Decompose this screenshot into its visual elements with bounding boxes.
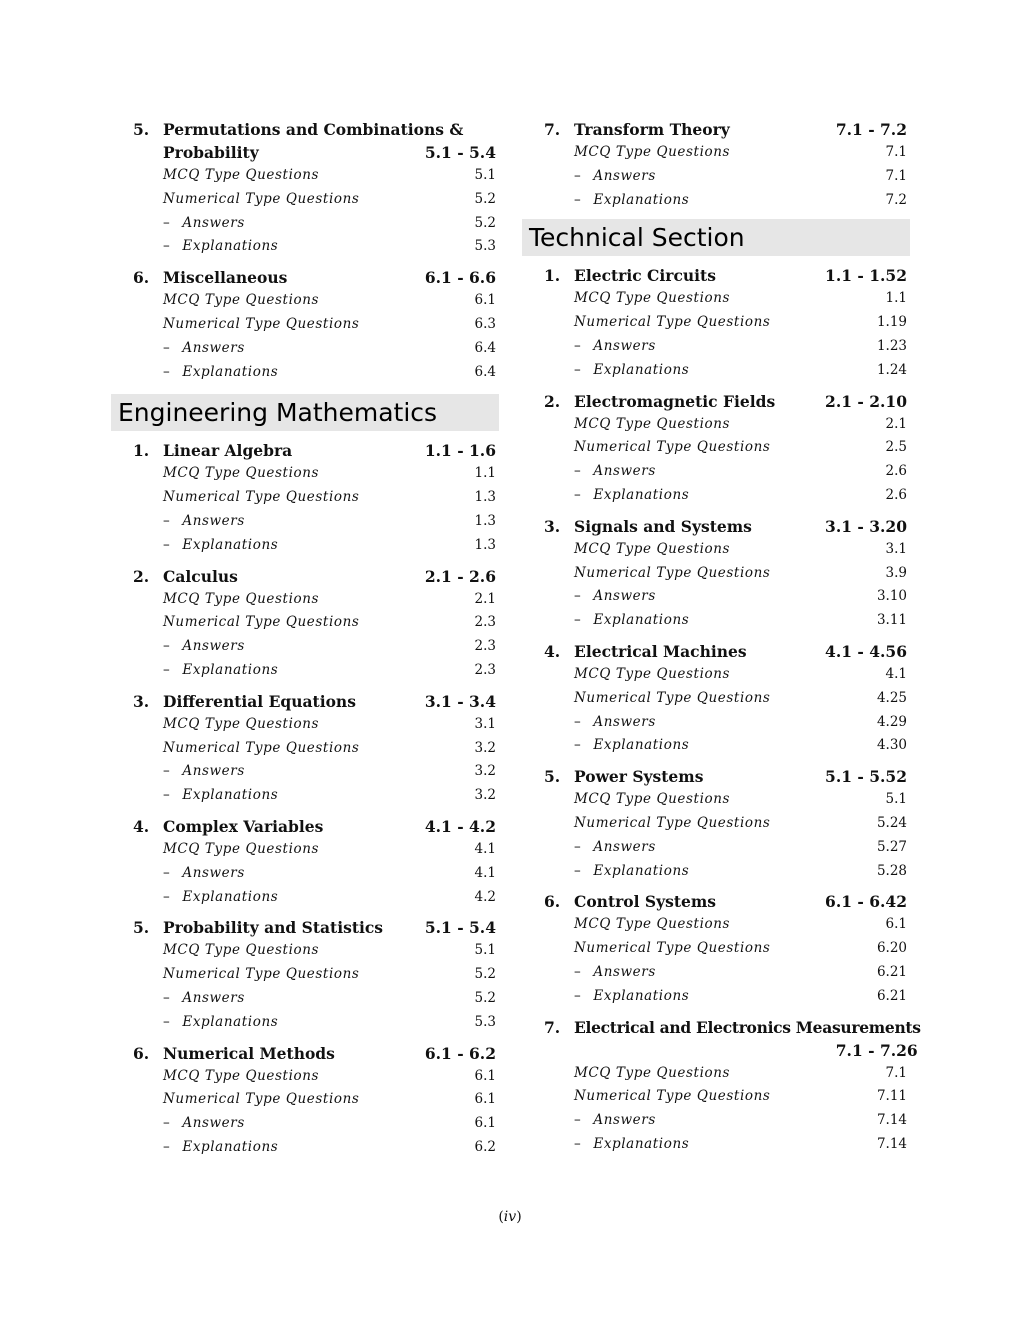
entry-page: 3.2 — [474, 787, 496, 804]
toc-entry[interactable] — [111, 838, 499, 862]
entry-label: MCQ Type Questions — [163, 590, 320, 607]
toc-entry[interactable] — [522, 711, 910, 735]
chapter-number: 4. — [133, 816, 150, 836]
toc-chapter — [111, 815, 499, 909]
entry-page: 3.2 — [474, 739, 496, 756]
entry-label: – Explanations — [163, 659, 475, 683]
entry-label: – Explanations — [574, 484, 886, 508]
toc-entry[interactable] — [111, 462, 499, 486]
chapter-number: 4. — [544, 641, 561, 661]
entry-page: 2.5 — [885, 439, 907, 456]
entry-label: – Answers — [163, 510, 475, 534]
toc-entry[interactable] — [522, 311, 910, 335]
toc-entry[interactable] — [111, 963, 499, 987]
section-heading: Technical Section — [522, 219, 910, 256]
entry-label: – Explanations — [574, 609, 877, 633]
chapter-pages: 6.1 - 6.2 — [424, 1043, 496, 1063]
entry-page: 3.2 — [474, 763, 496, 780]
entry-page: 6.1 — [885, 916, 907, 933]
toc-entry[interactable] — [111, 1112, 499, 1136]
entry-label: – Explanations — [163, 886, 475, 910]
chapter-number: 2. — [544, 391, 561, 411]
entry-page: 7.11 — [876, 1088, 907, 1105]
chapter-pages: 4.1 - 4.56 — [825, 641, 907, 661]
chapter-title: Signals and Systems — [574, 516, 752, 536]
entry-label: Numerical Type Questions — [163, 966, 360, 983]
page-number-value: iv — [503, 1209, 517, 1225]
entry-page: 5.28 — [876, 862, 907, 879]
entry-page: 4.25 — [876, 689, 907, 706]
entry-label: – Explanations — [574, 734, 877, 758]
entry-page: 3.9 — [885, 564, 907, 581]
entry-page: 2.6 — [885, 463, 907, 480]
entry-label: Numerical Type Questions — [574, 314, 771, 331]
chapter-title: Control Systems — [574, 892, 716, 912]
entry-page: 6.21 — [876, 987, 907, 1004]
left-column — [111, 118, 499, 1167]
entry-label: – Answers — [163, 862, 475, 886]
toc-entry[interactable] — [522, 836, 910, 860]
entry-label: – Answers — [574, 335, 877, 359]
entry-label: – Answers — [163, 760, 475, 784]
entry-page: 1.3 — [474, 536, 496, 553]
chapter-number: 1. — [544, 266, 561, 286]
toc-entry[interactable] — [522, 562, 910, 586]
toc-entry[interactable] — [111, 886, 499, 910]
entry-label: Numerical Type Questions — [574, 689, 771, 706]
entry-page: 3.1 — [885, 540, 907, 557]
toc-entry[interactable] — [111, 164, 499, 188]
entry-page: 6.1 — [474, 1067, 496, 1084]
entry-page: 6.4 — [474, 363, 496, 380]
chapter-pages: 7.1 - 7.26 — [835, 1040, 918, 1060]
chapter-heading[interactable] — [522, 390, 910, 413]
entry-label: MCQ Type Questions — [163, 1067, 320, 1084]
chapter-title: Probability and Statistics — [163, 918, 384, 938]
entry-page: 7.2 — [885, 191, 907, 208]
toc-entry[interactable] — [522, 1133, 910, 1157]
entry-page: 1.24 — [876, 361, 907, 378]
toc-entry[interactable] — [522, 165, 910, 189]
entry-label: MCQ Type Questions — [574, 540, 731, 557]
entry-label: MCQ Type Questions — [574, 290, 731, 307]
entry-page: 2.1 — [885, 415, 907, 432]
chapter-title: Electrical and Electronics Measurements — [574, 1017, 921, 1037]
toc-entry[interactable] — [522, 585, 910, 609]
entry-label: Numerical Type Questions — [163, 190, 360, 207]
entry-label: – Explanations — [574, 985, 877, 1009]
chapter-number: 7. — [544, 1017, 561, 1037]
chapter-number: 6. — [133, 1043, 150, 1063]
toc-chapter — [111, 565, 499, 683]
toc-chapter — [522, 515, 910, 633]
toc-entry[interactable] — [522, 538, 910, 562]
entry-page: 4.30 — [876, 737, 907, 754]
toc-entry[interactable] — [111, 534, 499, 558]
entry-label: – Answers — [163, 337, 475, 361]
toc-entry[interactable] — [522, 687, 910, 711]
entry-label: MCQ Type Questions — [574, 415, 731, 432]
entry-label: Numerical Type Questions — [163, 315, 360, 332]
entry-label: MCQ Type Questions — [574, 1064, 731, 1081]
entry-page: 7.1 — [885, 1064, 907, 1081]
chapter-number: 5. — [133, 120, 150, 139]
entry-page: 6.1 — [474, 1115, 496, 1132]
entry-label: MCQ Type Questions — [163, 840, 320, 857]
entry-page: 1.3 — [474, 512, 496, 529]
entry-label: MCQ Type Questions — [163, 942, 320, 959]
entry-page: 2.1 — [474, 590, 496, 607]
toc-entry[interactable] — [111, 212, 499, 236]
toc-entry[interactable] — [522, 335, 910, 359]
entry-label: – Answers — [574, 711, 877, 735]
entry-page: 1.1 — [885, 290, 907, 307]
entry-page: 5.2 — [474, 966, 496, 983]
chapter-heading[interactable] — [522, 640, 910, 663]
chapter-pages: 7.1 - 7.2 — [835, 120, 907, 139]
chapter-pages: 3.1 - 3.4 — [424, 691, 496, 711]
entry-label: – Explanations — [163, 1136, 475, 1160]
entry-label: Numerical Type Questions — [163, 739, 360, 756]
entry-label: – Answers — [574, 1109, 877, 1133]
entry-page: 3.11 — [876, 612, 907, 629]
entry-page: 5.2 — [474, 214, 496, 231]
entry-page: 1.1 — [474, 465, 496, 482]
chapter-title: Linear Algebra — [163, 441, 293, 461]
entry-label: – Explanations — [163, 1011, 475, 1035]
entry-page: 6.4 — [474, 339, 496, 356]
chapter-heading[interactable] — [522, 118, 910, 141]
chapter-pages: 6.1 - 6.6 — [424, 268, 496, 288]
toc-entry[interactable] — [111, 361, 499, 385]
entry-label: – Explanations — [574, 860, 877, 884]
toc-entry[interactable] — [522, 287, 910, 311]
toc-chapter — [522, 390, 910, 508]
entry-label: MCQ Type Questions — [574, 916, 731, 933]
entry-label: – Explanations — [163, 361, 475, 385]
chapter-pages: 2.1 - 2.6 — [424, 566, 496, 586]
chapter-number: 7. — [544, 120, 561, 139]
toc-entry[interactable] — [522, 1109, 910, 1133]
toc-entry[interactable] — [111, 737, 499, 761]
chapter-heading[interactable] — [522, 890, 910, 913]
chapter-number: 3. — [133, 691, 150, 711]
toc-entry[interactable] — [522, 860, 910, 884]
entry-page: 6.2 — [474, 1138, 496, 1155]
entry-page: 4.29 — [876, 713, 907, 730]
chapter-heading[interactable] — [111, 565, 499, 588]
entry-page: 7.14 — [876, 1112, 907, 1129]
chapter-title-line2 — [574, 1039, 836, 1062]
toc-entry[interactable] — [111, 659, 499, 683]
entry-page: 1.19 — [876, 314, 907, 331]
toc-entry[interactable] — [111, 235, 499, 259]
entry-page: 7.14 — [876, 1135, 907, 1152]
entry-page: 4.2 — [474, 888, 496, 905]
chapter-title: Miscellaneous — [163, 268, 288, 288]
entry-label: – Answers — [574, 585, 877, 609]
entry-page: 5.2 — [474, 989, 496, 1006]
toc-chapter — [522, 118, 910, 212]
entry-label: – Explanations — [163, 235, 475, 259]
entry-label: Numerical Type Questions — [163, 489, 360, 506]
entry-page: 6.20 — [876, 940, 907, 957]
entry-page: 5.3 — [474, 238, 496, 255]
entry-label: Numerical Type Questions — [163, 614, 360, 631]
toc-entry[interactable] — [111, 1136, 499, 1160]
toc-entry[interactable] — [111, 1065, 499, 1089]
toc-entry[interactable] — [111, 939, 499, 963]
entry-label: – Answers — [574, 836, 877, 860]
toc-entry[interactable] — [522, 961, 910, 985]
entry-label: – Answers — [574, 961, 877, 985]
toc-chapter — [522, 264, 910, 382]
toc-entry[interactable] — [522, 1062, 910, 1086]
toc-entry[interactable] — [111, 713, 499, 737]
entry-page: 2.3 — [474, 614, 496, 631]
chapter-title: Permutations and Combinations & — [163, 120, 464, 139]
entry-label: MCQ Type Questions — [163, 167, 320, 183]
chapter-heading[interactable] — [111, 266, 499, 289]
chapter-heading[interactable] — [111, 916, 499, 939]
chapter-title: Electrical Machines — [574, 641, 747, 661]
entry-page: 1.3 — [474, 489, 496, 506]
entry-label: – Explanations — [574, 359, 877, 383]
entry-label: – Answers — [574, 165, 886, 189]
entry-page: 4.1 — [474, 840, 496, 857]
toc-entry[interactable] — [111, 760, 499, 784]
entry-page: 5.27 — [876, 838, 907, 855]
chapter-title: Electromagnetic Fields — [574, 391, 776, 411]
entry-label: Numerical Type Questions — [574, 1088, 771, 1105]
toc-entry[interactable] — [522, 484, 910, 508]
toc-entry[interactable] — [522, 812, 910, 836]
entry-page: 5.2 — [474, 190, 496, 207]
toc-entry[interactable] — [522, 359, 910, 383]
chapter-pages: 1.1 - 1.6 — [424, 441, 496, 461]
entry-page: 1.23 — [876, 337, 907, 354]
toc-entry[interactable] — [522, 436, 910, 460]
entry-page: 7.1 — [885, 144, 907, 160]
toc-chapter — [522, 640, 910, 758]
chapter-pages: 5.1 - 5.52 — [825, 767, 907, 787]
chapter-number: 6. — [133, 268, 150, 288]
right-column — [522, 118, 921, 1164]
entry-label: – Explanations — [163, 534, 475, 558]
toc-chapter — [111, 1042, 499, 1160]
entry-page: 5.1 — [885, 791, 907, 808]
entry-label: – Answers — [163, 1112, 475, 1136]
entry-page: 5.24 — [876, 814, 907, 831]
entry-label: – Answers — [574, 460, 886, 484]
entry-label: Numerical Type Questions — [163, 1091, 360, 1108]
toc-entry[interactable] — [111, 1011, 499, 1035]
toc-entry[interactable] — [111, 486, 499, 510]
entry-label: Numerical Type Questions — [574, 564, 771, 581]
chapter-title: Electric Circuits — [574, 266, 716, 286]
chapter-heading[interactable] — [522, 1016, 921, 1062]
entry-page: 6.1 — [474, 1091, 496, 1108]
toc-chapter — [111, 690, 499, 808]
chapter-pages: 2.1 - 2.10 — [825, 391, 907, 411]
toc-entry[interactable] — [522, 460, 910, 484]
toc-chapter — [522, 1016, 921, 1157]
chapter-number: 1. — [133, 441, 150, 461]
chapter-title: Numerical Methods — [163, 1043, 335, 1063]
toc-entry[interactable] — [522, 913, 910, 937]
entry-page: 5.3 — [474, 1013, 496, 1030]
entry-label: MCQ Type Questions — [574, 144, 731, 160]
chapter-heading[interactable] — [111, 1042, 499, 1065]
toc-entry[interactable] — [111, 611, 499, 635]
toc-entry[interactable] — [111, 635, 499, 659]
toc-entry[interactable] — [522, 189, 910, 213]
chapter-number: 5. — [133, 918, 150, 938]
entry-page: 6.3 — [474, 315, 496, 332]
toc-entry[interactable] — [522, 413, 910, 437]
entry-page: 5.1 — [474, 167, 496, 183]
toc-entry[interactable] — [522, 788, 910, 812]
entry-page: 3.10 — [876, 588, 907, 605]
chapter-heading[interactable] — [111, 815, 499, 838]
entry-page: 4.1 — [885, 665, 907, 682]
entry-label: MCQ Type Questions — [574, 665, 731, 682]
chapter-heading[interactable] — [111, 690, 499, 713]
chapter-pages: 4.1 - 4.2 — [424, 816, 496, 836]
entry-page: 2.6 — [885, 486, 907, 503]
toc-chapter — [522, 890, 910, 1008]
toc-entry[interactable] — [522, 937, 910, 961]
entry-page: 2.3 — [474, 661, 496, 678]
toc-entry[interactable] — [111, 188, 499, 212]
toc-entry[interactable] — [522, 1085, 910, 1109]
toc-entry[interactable] — [522, 734, 910, 758]
entry-label: MCQ Type Questions — [163, 465, 320, 482]
entry-page: 2.3 — [474, 638, 496, 655]
chapter-heading[interactable] — [522, 264, 910, 287]
toc-entry[interactable] — [111, 1088, 499, 1112]
chapter-pages: 1.1 - 1.52 — [825, 266, 907, 286]
chapter-title: Power Systems — [574, 767, 704, 787]
entry-label: – Explanations — [163, 784, 475, 808]
entry-label: – Answers — [163, 987, 475, 1011]
entry-label: – Explanations — [574, 1133, 877, 1157]
chapter-heading[interactable] — [111, 439, 499, 462]
chapter-pages: 5.1 - 5.4 — [424, 143, 496, 162]
entry-page: 3.1 — [474, 715, 496, 732]
entry-label: – Explanations — [574, 189, 886, 213]
toc-entry[interactable] — [111, 588, 499, 612]
chapter-number: 2. — [133, 566, 150, 586]
chapter-pages: 5.1 - 5.4 — [424, 918, 496, 938]
entry-label: – Answers — [163, 635, 475, 659]
toc-entry[interactable] — [111, 784, 499, 808]
toc-entry[interactable] — [111, 337, 499, 361]
toc-entry[interactable] — [522, 609, 910, 633]
toc-chapter — [111, 439, 499, 557]
page-number: (iv) — [498, 1209, 522, 1225]
entry-label: MCQ Type Questions — [163, 715, 320, 732]
chapter-heading[interactable] — [522, 765, 910, 788]
chapter-title: Complex Variables — [163, 816, 324, 836]
chapter-title: Differential Equations — [163, 691, 356, 711]
chapter-number: 6. — [544, 892, 561, 912]
chapter-title: Calculus — [163, 566, 238, 586]
toc-chapter — [522, 765, 910, 883]
chapter-heading[interactable] — [111, 118, 499, 164]
entry-label: Numerical Type Questions — [574, 940, 771, 957]
entry-label: Numerical Type Questions — [574, 439, 771, 456]
entry-label: – Answers — [163, 212, 475, 236]
toc-entry[interactable] — [522, 141, 910, 165]
entry-label: Numerical Type Questions — [574, 814, 771, 831]
entry-page: 5.1 — [474, 942, 496, 959]
toc-entry[interactable] — [111, 289, 499, 313]
entry-label: MCQ Type Questions — [574, 791, 731, 808]
chapter-title: Transform Theory — [574, 120, 730, 139]
chapter-heading[interactable] — [522, 515, 910, 538]
toc-chapter — [111, 266, 499, 384]
toc-entry[interactable] — [522, 663, 910, 687]
chapter-pages: 3.1 - 3.20 — [825, 516, 907, 536]
entry-page: 4.1 — [474, 864, 496, 881]
toc-chapter — [111, 916, 499, 1034]
entry-page: 6.21 — [876, 963, 907, 980]
toc-entry[interactable] — [111, 313, 499, 337]
section-heading: Engineering Mathematics — [111, 394, 499, 431]
toc-entry[interactable] — [111, 862, 499, 886]
toc-chapter — [111, 118, 499, 259]
chapter-number: 3. — [544, 516, 561, 536]
entry-page: 6.1 — [474, 292, 496, 309]
chapter-title-line2: Probability — [163, 143, 259, 162]
entry-page: 7.1 — [885, 167, 907, 184]
toc-entry[interactable] — [111, 987, 499, 1011]
chapter-pages: 6.1 - 6.42 — [825, 892, 907, 912]
chapter-number: 5. — [544, 767, 561, 787]
toc-entry[interactable] — [111, 510, 499, 534]
entry-label: MCQ Type Questions — [163, 292, 320, 309]
toc-entry[interactable] — [522, 985, 910, 1009]
